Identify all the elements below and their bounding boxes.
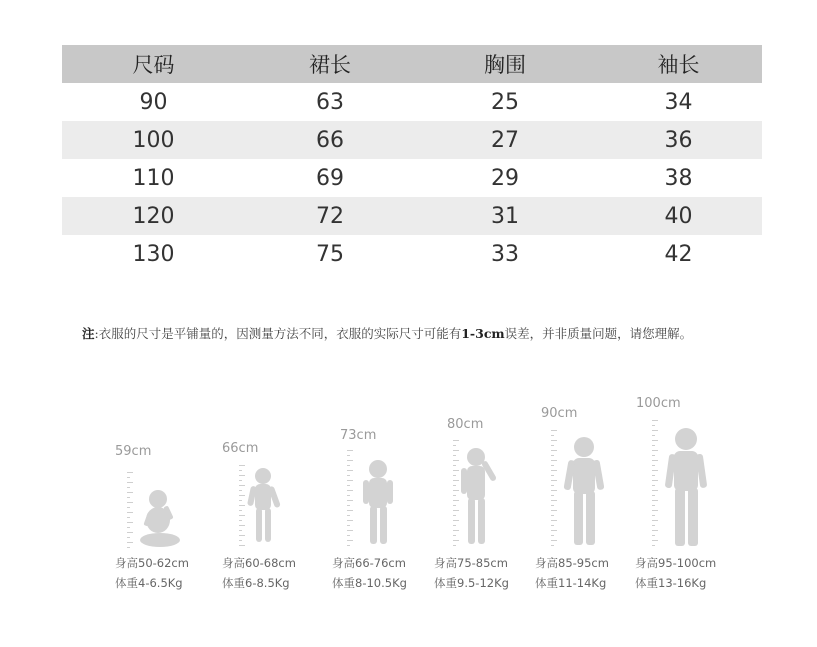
ruler-tick (127, 492, 133, 493)
ruler-tick (652, 480, 658, 481)
ruler-tick (347, 520, 353, 521)
ruler-tick (453, 505, 456, 506)
ruler-tick (239, 465, 245, 466)
ruler-tick (652, 545, 655, 546)
ruler-tick (239, 530, 242, 531)
ruler-tick (652, 525, 655, 526)
table-cell: 90 (139, 89, 168, 115)
ruler-tick (652, 485, 655, 486)
ruler-tick (453, 440, 459, 441)
ruler-tick (239, 475, 245, 476)
weight-range: 体重4-6.5Kg (115, 576, 183, 590)
ruler-tick (127, 487, 130, 488)
height-range: 身高50-62cm (115, 556, 189, 570)
ruler-tick (347, 515, 350, 516)
height-mark: 73cm (340, 428, 377, 443)
height-ruler (551, 430, 561, 547)
ruler-tick (239, 535, 245, 536)
ruler-tick (453, 445, 456, 446)
ruler-tick (453, 515, 456, 516)
ruler-tick (347, 495, 350, 496)
ruler-tick (551, 470, 557, 471)
height-ruler (127, 472, 137, 547)
table-cell: 31 (491, 203, 519, 229)
ruler-tick (551, 545, 554, 546)
ruler-tick (347, 465, 350, 466)
ruler-tick (652, 465, 655, 466)
ruler-tick (551, 485, 554, 486)
ruler-tick (652, 535, 655, 536)
height-range: 身高85-95cm (535, 556, 609, 570)
height-mark: 100cm (636, 396, 681, 411)
weight-range: 体重9.5-12Kg (434, 576, 509, 590)
height-mark: 59cm (115, 444, 152, 459)
ruler-tick (239, 480, 242, 481)
weight-range: 体重6-8.5Kg (222, 576, 290, 590)
header-size: 尺码 (132, 53, 175, 77)
ruler-tick (551, 455, 554, 456)
ruler-tick (127, 477, 130, 478)
ruler-tick (239, 520, 242, 521)
ruler-tick (652, 490, 658, 491)
ruler-tick (127, 547, 130, 548)
ruler-tick (453, 455, 456, 456)
ruler-tick (652, 435, 655, 436)
ruler-tick (652, 440, 658, 441)
ruler-tick (127, 537, 130, 538)
ruler-tick (453, 535, 456, 536)
ruler-tick (347, 530, 353, 531)
height-ruler (347, 450, 357, 547)
ruler-tick (453, 480, 459, 481)
ruler-tick (127, 502, 133, 503)
ruler-tick (239, 505, 245, 506)
ruler-tick (551, 450, 557, 451)
weight-range: 体重8-10.5Kg (332, 576, 407, 590)
height-mark: 66cm (222, 441, 259, 456)
ruler-tick (347, 480, 353, 481)
table-cell: 100 (132, 127, 175, 153)
ruler-tick (239, 485, 245, 486)
table-cell: 34 (664, 89, 693, 115)
table-cell: 25 (491, 89, 519, 115)
ruler-tick (652, 420, 658, 421)
ruler-tick (347, 470, 353, 471)
table-cell: 120 (132, 203, 175, 229)
table-cell: 63 (316, 89, 344, 115)
ruler-tick (551, 510, 557, 511)
table-cell: 69 (316, 165, 344, 191)
table-cell: 42 (664, 241, 693, 267)
ruler-tick (127, 542, 133, 543)
baby-sitting-icon (138, 488, 188, 548)
ruler-tick (347, 450, 353, 451)
ruler-tick (453, 470, 459, 471)
ruler-tick (347, 475, 350, 476)
header-chest: 胸围 (484, 53, 526, 77)
ruler-tick (127, 512, 133, 513)
note-range: 1-3cm (461, 326, 505, 341)
ruler-tick (453, 460, 459, 461)
table-cell: 40 (664, 203, 693, 229)
ruler-tick (347, 535, 350, 536)
ruler-tick (551, 440, 557, 441)
kid-caption (332, 553, 407, 593)
ruler-tick (453, 450, 459, 451)
ruler-tick (551, 515, 554, 516)
height-ruler (652, 420, 662, 547)
ruler-tick (347, 505, 350, 506)
ruler-tick (652, 460, 658, 461)
ruler-tick (652, 475, 655, 476)
height-range: 身高60-68cm (222, 556, 296, 570)
child-icon (362, 458, 396, 546)
ruler-tick (239, 545, 245, 546)
weight-range: 体重13-16Kg (635, 576, 707, 590)
note-label: 注 (82, 326, 95, 341)
toddler-icon (246, 466, 282, 546)
ruler-tick (453, 500, 459, 501)
ruler-tick (652, 450, 658, 451)
ruler-tick (453, 485, 456, 486)
ruler-tick (127, 497, 130, 498)
ruler-tick (453, 530, 459, 531)
ruler-tick (347, 510, 353, 511)
ruler-tick (551, 530, 557, 531)
ruler-tick (347, 455, 350, 456)
ruler-tick (652, 430, 658, 431)
table-cell: 29 (491, 165, 519, 191)
ruler-tick (652, 515, 655, 516)
ruler-tick (652, 500, 658, 501)
ruler-tick (239, 515, 245, 516)
ruler-tick (551, 480, 557, 481)
child-standing-icon (563, 435, 607, 547)
ruler-tick (127, 522, 133, 523)
weight-range: 体重11-14Kg (535, 576, 607, 590)
kid-caption (115, 553, 189, 593)
ruler-tick (652, 445, 655, 446)
child-waving-icon (460, 446, 500, 546)
ruler-tick (453, 545, 456, 546)
header-sleeve-length: 袖长 (657, 53, 700, 77)
ruler-tick (652, 540, 658, 541)
ruler-tick (652, 510, 658, 511)
ruler-tick (652, 425, 655, 426)
ruler-tick (551, 495, 554, 496)
ruler-tick (453, 540, 459, 541)
ruler-tick (453, 525, 456, 526)
table-cell: 27 (491, 127, 519, 153)
table-cell: 66 (316, 127, 344, 153)
ruler-tick (127, 472, 133, 473)
ruler-tick (127, 517, 130, 518)
ruler-tick (652, 520, 658, 521)
ruler-tick (239, 500, 242, 501)
ruler-tick (347, 545, 350, 546)
ruler-tick (551, 505, 554, 506)
kid-caption (535, 553, 609, 593)
ruler-tick (652, 505, 655, 506)
table-cell: 38 (664, 165, 693, 191)
ruler-tick (551, 430, 557, 431)
ruler-tick (347, 485, 350, 486)
ruler-tick (551, 520, 557, 521)
ruler-tick (551, 500, 557, 501)
ruler-tick (551, 475, 554, 476)
ruler-tick (127, 532, 133, 533)
kid-caption (434, 553, 509, 593)
table-cell: 130 (132, 241, 175, 267)
ruler-tick (652, 530, 658, 531)
height-range: 身高95-100cm (635, 556, 717, 570)
ruler-tick (551, 490, 557, 491)
kid-caption (222, 553, 296, 593)
ruler-tick (127, 527, 130, 528)
ruler-tick (652, 495, 655, 496)
ruler-tick (652, 455, 655, 456)
table-cell: 36 (664, 127, 693, 153)
height-mark: 90cm (541, 406, 578, 421)
height-range: 身高75-85cm (434, 556, 508, 570)
kid-caption (635, 553, 716, 593)
ruler-tick (551, 540, 557, 541)
ruler-tick (453, 510, 459, 511)
note-text-before: :衣服的尺寸是平铺量的，因测量方法不同，衣服的实际尺寸可能有 (94, 326, 462, 341)
ruler-tick (551, 465, 554, 466)
ruler-tick (551, 435, 554, 436)
ruler-tick (239, 540, 242, 541)
ruler-tick (453, 475, 456, 476)
ruler-tick (453, 495, 456, 496)
ruler-tick (239, 490, 242, 491)
header-skirt-length: 裙长 (309, 53, 351, 77)
ruler-tick (239, 495, 245, 496)
ruler-tick (347, 460, 353, 461)
table-cell: 33 (491, 241, 519, 267)
ruler-tick (239, 525, 245, 526)
ruler-tick (551, 460, 557, 461)
height-range: 身高66-76cm (332, 556, 406, 570)
ruler-tick (453, 465, 456, 466)
ruler-tick (347, 490, 353, 491)
ruler-tick (127, 507, 130, 508)
ruler-tick (127, 482, 133, 483)
ruler-tick (551, 535, 554, 536)
table-cell: 75 (316, 241, 344, 267)
table-cell: 110 (132, 165, 175, 191)
child-tall-icon (665, 426, 711, 548)
note-text-after: 误差，并非质量问题，请您理解。 (504, 326, 693, 341)
height-mark: 80cm (447, 417, 484, 432)
ruler-tick (347, 525, 350, 526)
ruler-tick (453, 520, 459, 521)
ruler-tick (551, 445, 554, 446)
ruler-tick (551, 525, 554, 526)
ruler-tick (239, 470, 242, 471)
ruler-tick (239, 510, 242, 511)
ruler-tick (652, 470, 658, 471)
ruler-tick (347, 540, 353, 541)
ruler-tick (453, 490, 459, 491)
table-cell: 72 (316, 203, 344, 229)
ruler-tick (347, 500, 353, 501)
